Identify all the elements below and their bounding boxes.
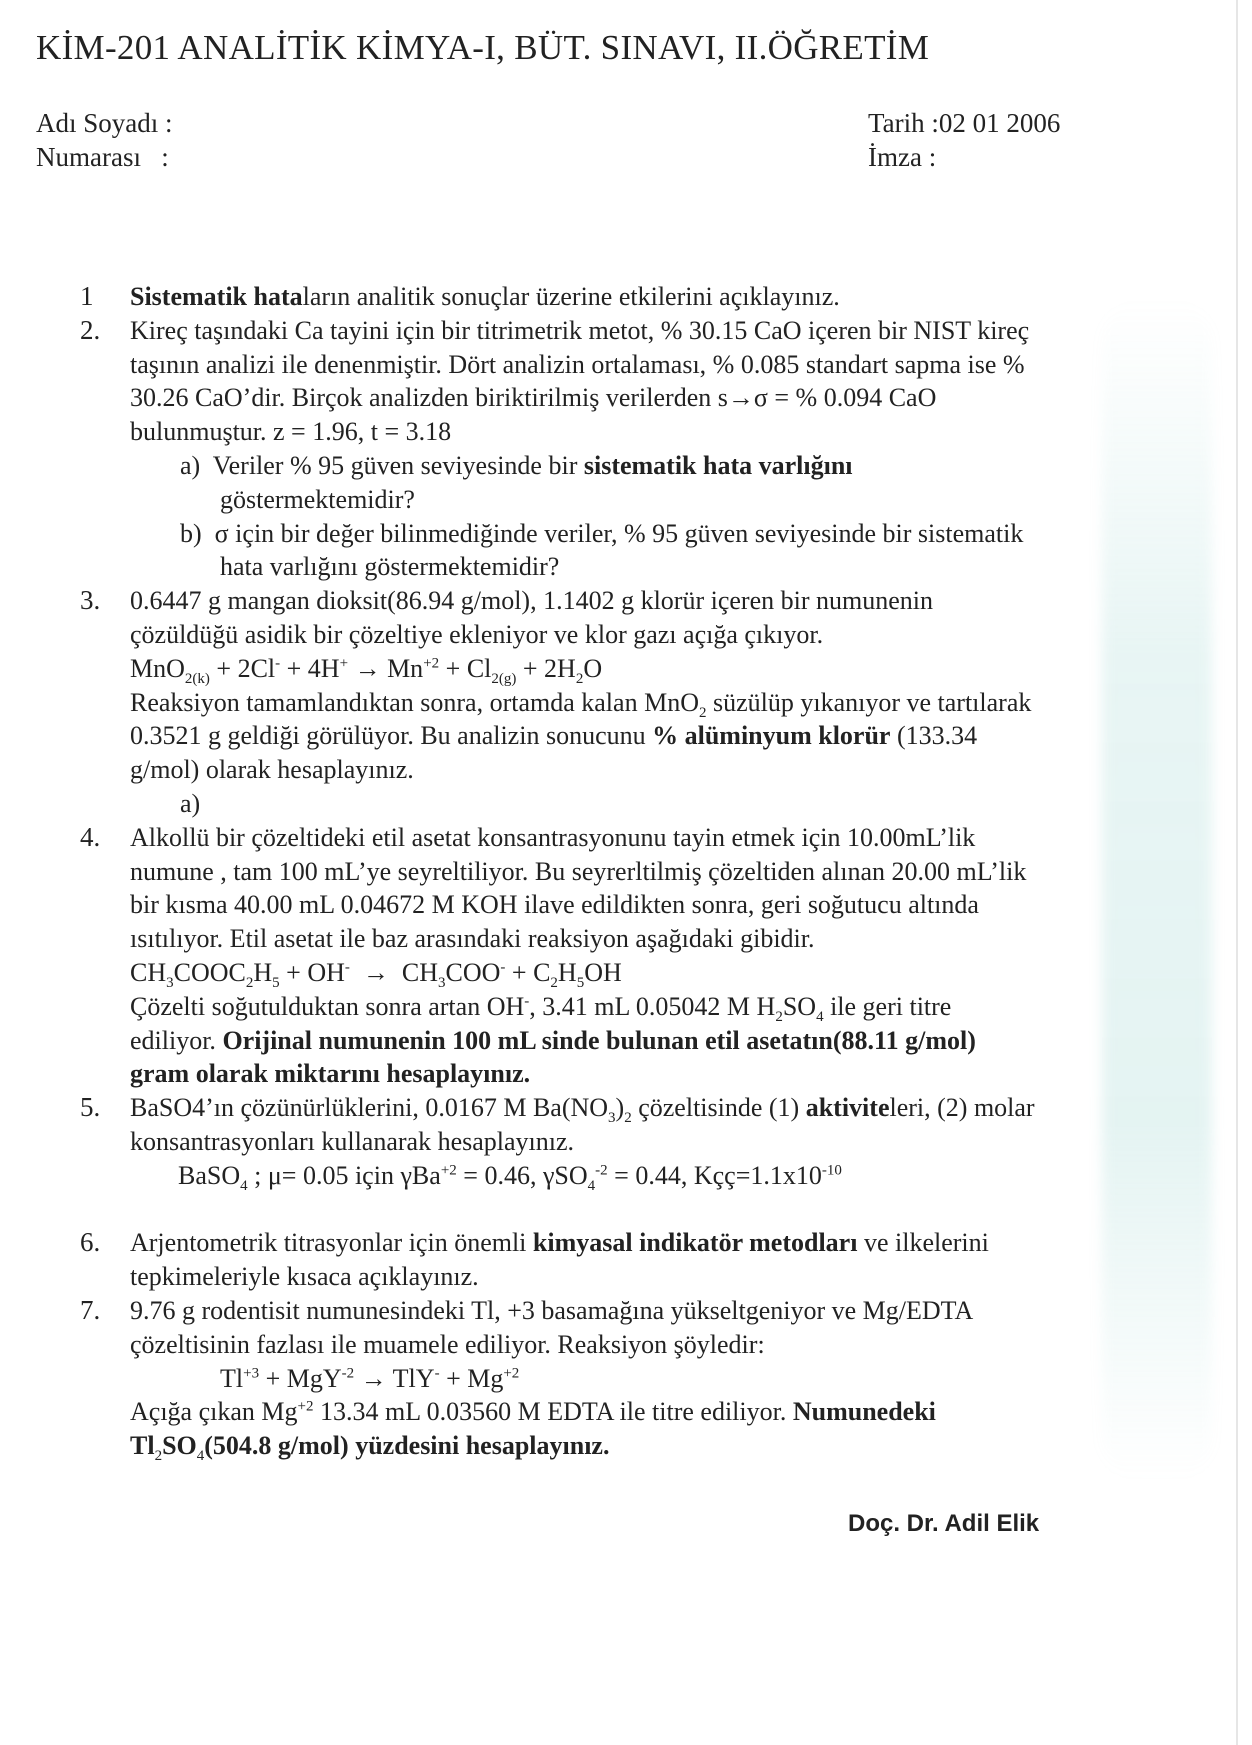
exam-title: KİM-201 ANALİTİK KİMYA-I, BÜT. SINAVI, II.ÖĞRETİM (36, 28, 930, 67)
question-line (0, 888, 1240, 922)
text-segment: bir kısma 40.00 mL 0.04672 M KOH ilave edildikten sonra, geri soğutucu altında (130, 890, 979, 920)
subscript: 5 (272, 975, 280, 992)
question-number: 4. (80, 821, 101, 852)
question-number: 1 (80, 281, 94, 311)
question-number: 7. (80, 1294, 101, 1325)
superscript: - (500, 959, 506, 976)
text-segment: COOC (173, 957, 246, 987)
question-5 (0, 1091, 1240, 1226)
question-line (0, 719, 1240, 753)
question-line (0, 348, 1240, 382)
text-segment: + C (505, 957, 551, 987)
subscript: 5 (576, 975, 585, 992)
question-line (0, 517, 1240, 551)
question-line (0, 314, 1240, 348)
subscript: 2(g) (491, 670, 517, 687)
text-segment: ısıtılıyor. Etil asetat ile baz arasındaki reaksiyon aşağıdaki gibidir. (130, 924, 815, 954)
subscript: 4 (587, 1177, 596, 1194)
text-segment: MnO (130, 653, 185, 683)
text-segment: 0.3521 g geldiği görülüyor. Bu analizin sonucunu (130, 721, 653, 751)
question-line (0, 415, 1240, 449)
superscript: +2 (440, 1162, 457, 1179)
superscript: - (275, 655, 281, 672)
subscript: 2 (245, 975, 254, 992)
question-line (0, 381, 1240, 415)
text-segment: BaSO4’ın çözünürlüklerini, 0.0167 M Ba(NO (130, 1093, 609, 1123)
superscript: - (524, 993, 530, 1010)
question-1 (0, 280, 1240, 314)
text-segment: tepkimeleriyle kısaca açıklayınız. (130, 1262, 479, 1292)
question-line (0, 922, 1240, 956)
text-segment: (133.34 (890, 721, 978, 751)
text-segment: H (557, 957, 577, 987)
text-segment: BaSO (178, 1160, 241, 1190)
superscript: +2 (503, 1364, 520, 1381)
question-line (0, 787, 1240, 821)
bold-text: aktivite (805, 1093, 890, 1123)
question-3 (0, 584, 1240, 821)
question-line (0, 1294, 1240, 1328)
text-segment: = 0.44, Kçç=1.1x10 (607, 1160, 822, 1190)
text-segment: a) (180, 788, 201, 818)
question-line (0, 855, 1240, 889)
date-label: Tarih :02 01 2006 (868, 108, 1061, 138)
text-segment: CH (130, 957, 167, 987)
subscript: 2 (624, 1110, 632, 1127)
text-segment: Açığa çıkan Mg (130, 1397, 298, 1427)
subscript: 2 (550, 975, 558, 992)
question-line (0, 618, 1240, 652)
question-line (0, 1024, 1240, 1058)
text-segment: ların analitik sonuçlar üzerine etkilerini açıklayınız. (302, 282, 840, 311)
name-label: Adı Soyadı : (36, 108, 173, 138)
text-segment: → CH (349, 957, 438, 987)
blank-line (0, 1193, 1240, 1227)
text-segment: ) (615, 1093, 625, 1123)
subscript: 3 (608, 1110, 616, 1127)
subscript: 2 (154, 1448, 163, 1465)
text-segment: 13.34 mL 0.03560 M EDTA ile titre ediliyor. (313, 1397, 793, 1427)
subscript: 4 (240, 1177, 248, 1194)
question-line (0, 990, 1240, 1024)
text-segment: + 2Cl (209, 653, 276, 683)
question-line (0, 956, 1240, 990)
text-segment: taşının analizi ile denenmiştir. Dört analizin ortalaması, % 0.085 standart sapma ise % (130, 349, 1025, 379)
text-segment: ediliyor. (130, 1025, 223, 1055)
number-label: Numarası : (36, 142, 169, 172)
text-segment: Tl (220, 1363, 244, 1393)
question-6 (0, 1226, 1240, 1294)
text-segment: + Mg (439, 1363, 504, 1393)
text-segment: ; μ= 0.05 için γBa (247, 1160, 441, 1190)
superscript: + (339, 655, 349, 672)
text-segment: + OH (279, 957, 345, 987)
subscript: 2 (575, 670, 584, 687)
text-segment: Çözelti soğutulduktan sonra artan OH (130, 991, 525, 1021)
question-line (0, 483, 1240, 517)
question-line (0, 1328, 1240, 1362)
bold-text: (504.8 g/mol) yüzdesini hesaplayınız. (204, 1431, 610, 1461)
question-line (0, 449, 1240, 483)
text-segment: = 0.46, γSO (456, 1160, 588, 1190)
text-segment: numune , tam 100 mL’ye seyreltiliyor. Bu seyrerltilmiş çözeltiden alınan 20.00 mL’lik (130, 856, 1027, 886)
text-segment: H (253, 957, 273, 987)
superscript: -10 (821, 1162, 842, 1179)
question-7 (0, 1294, 1240, 1463)
text-segment: 30.26 CaO’dir. Birçok analizden biriktirilmiş verilerden s→σ = % 0.094 CaO (130, 383, 937, 413)
bold-text: % alüminyum klorür (652, 721, 891, 751)
question-line (0, 280, 1240, 314)
text-segment: g/mol) olarak hesaplayınız. (130, 755, 414, 785)
bold-text: Tl (130, 1431, 155, 1461)
question-line (0, 821, 1240, 855)
question-number: 6. (80, 1227, 101, 1258)
text-segment: → Mn (348, 653, 424, 683)
text-segment: ile geri titre (823, 991, 952, 1021)
question-line (0, 1429, 1240, 1463)
subscript: 4 (816, 1008, 824, 1025)
text-segment: b) σ için bir değer bilinmediğinde veriler, % 95 güven seviyesinde bir sistematik (180, 518, 1024, 548)
bold-text: kimyasal indikatör metodları (532, 1228, 858, 1258)
subscript: 3 (166, 975, 174, 992)
text-segment: konsantrasyonları kullanarak hesaplayınız. (130, 1126, 575, 1156)
question-2 (0, 314, 1240, 584)
superscript: - (434, 1364, 440, 1381)
author-signature: Doç. Dr. Adil Elik (848, 1510, 1040, 1537)
text-segment: O (583, 653, 603, 683)
text-segment: çözüldüğü asidik bir çözeltiye ekleniyor ve klor gazı açığa çıkıyor. (130, 619, 824, 649)
bold-text: Numunedeki (792, 1397, 936, 1427)
text-segment: , 3.41 mL 0.05042 M H (529, 991, 776, 1021)
superscript: -2 (595, 1162, 608, 1179)
question-line (0, 1057, 1240, 1091)
text-segment: a) Veriler % 95 güven seviyesinde bir (180, 450, 584, 480)
text-segment: 9.76 g rodentisit numunesindeki Tl, +3 basamağına yükseltgeniyor ve Mg/EDTA (130, 1295, 974, 1325)
superscript: +2 (297, 1398, 314, 1415)
question-number: 2. (80, 314, 101, 345)
text-segment: + 4H (280, 653, 340, 683)
question-line (0, 1362, 1240, 1396)
question-number: 5. (80, 1092, 101, 1123)
text-segment: + MgY (259, 1363, 342, 1393)
text-segment: bulunmuştur. z = 1.96, t = 3.18 (130, 417, 452, 447)
superscript: -2 (341, 1364, 355, 1381)
text-segment: göstermektemidir? (220, 484, 415, 514)
text-segment: Kireç taşındaki Ca tayini için bir titrimetrik metot, % 30.15 CaO içeren bir NIST kireç (130, 315, 1030, 345)
bold-text: Orijinal numunenin 100 mL sinde bulunan etil asetatın(88.11 g/mol) (222, 1025, 976, 1055)
subscript: 4 (196, 1448, 205, 1465)
text-segment: Arjentometrik titrasyonlar için önemli (130, 1228, 533, 1258)
text-segment: ve ilkelerini (857, 1228, 989, 1258)
question-line (0, 1091, 1240, 1125)
text-segment: süzülüp yıkanıyor ve tartılarak (706, 687, 1032, 717)
superscript: +2 (423, 655, 440, 672)
question-line (0, 550, 1240, 584)
bold-text: SO (162, 1431, 197, 1461)
question-line (0, 1159, 1240, 1193)
text-segment: çözeltisinde (1) (631, 1093, 806, 1123)
question-line (0, 1125, 1240, 1159)
subscript: 2(k) (184, 670, 210, 687)
question-line (0, 1260, 1240, 1294)
text-segment: hata varlığını göstermektemidir? (220, 552, 560, 582)
text-segment: SO (782, 991, 817, 1021)
subscript: 2 (698, 704, 707, 721)
bold-text: sistematik hata varlığını (583, 450, 853, 480)
text-segment: → TlY (354, 1363, 435, 1393)
question-line (0, 753, 1240, 787)
superscript: - (344, 959, 350, 976)
subscript: 3 (438, 975, 446, 992)
superscript: +3 (243, 1364, 260, 1381)
text-segment: Alkollü bir çözeltideki etil asetat konsantrasyonunu tayin etmek için 10.00mL’lik (130, 822, 976, 852)
subscript: 2 (775, 1008, 783, 1025)
text-segment: 0.6447 g mangan dioksit(86.94 g/mol), 1.1402 g klorür içeren bir numunenin (130, 586, 933, 616)
question-line (0, 652, 1240, 686)
bold-text: Sistematik hata (130, 282, 303, 311)
question-line (0, 1395, 1240, 1429)
question-line (0, 1226, 1240, 1260)
text-segment: COO (445, 957, 501, 987)
text-segment: Reaksiyon tamamlandıktan sonra, ortamda kalan MnO (130, 687, 699, 717)
text-segment: çözeltisinin fazlası ile muamele ediliyor. Reaksiyon şöyledir: (130, 1329, 765, 1359)
question-list (0, 280, 1240, 1463)
text-segment: leri, (2) molar (889, 1093, 1035, 1123)
question-number: 3. (80, 585, 101, 616)
question-4 (0, 821, 1240, 1091)
question-line (0, 686, 1240, 720)
bold-text: gram olarak miktarını hesaplayınız. (130, 1059, 531, 1089)
text-segment: + 2H (516, 653, 576, 683)
signature-label: İmza : (868, 142, 937, 172)
question-line (0, 584, 1240, 618)
text-segment: + Cl (439, 653, 492, 683)
text-segment: OH (584, 957, 622, 987)
